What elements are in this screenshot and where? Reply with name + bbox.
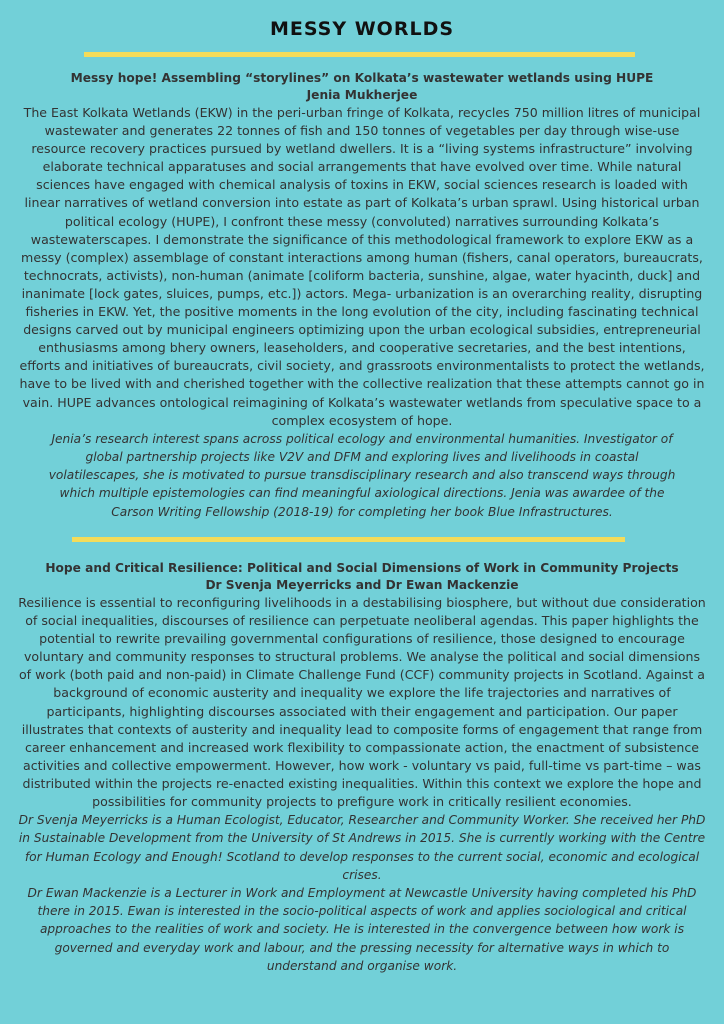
paper-2-author-bio-mackenzie: Dr Ewan Mackenzie is a Lecturer in Work and Employment at Newcastle University having completed his PhD there in 2015. Ewan is interested in the socio-political aspects of work and applies sociological and critical approaches to the realities of work and society. He is interested in the convergence between how work is governed and everyday work and labour, and the pressing necessity for alternative ways in which to understand and organise work. xyxy=(27,885,697,973)
paper-1-title: Messy hope! Assembling “storylines” on Kolkata’s wastewater wetlands using HUPE xyxy=(70,71,654,85)
paper-2-authors: Dr Svenja Meyerricks and Dr Ewan Mackenzie xyxy=(205,578,519,592)
paper-1-author: Jenia Mukherjee xyxy=(306,88,418,102)
top-divider xyxy=(84,52,635,57)
middle-divider xyxy=(72,537,625,542)
paper-1-author-bio: Jenia’s research interest spans across political ecology and environmental humanities. Investigator of global partnership projects like V2V and DFM and exploring lives and livelihoods in coastal volatilescapes, she is motivated to pursue transdisciplinary research and also transcend ways through which multiple epistemologies can find meaningful axiological directions. Jenia was awardee of the Carson Writing Fellowship (2018-19) for completing her book Blue Infrastructures. xyxy=(48,431,676,519)
paper-1-abstract: The East Kolkata Wetlands (EKW) in the peri-urban fringe of Kolkata, recycles 750 million litres of municipal wastewater and generates 22 tonnes of fish and 150 tonnes of vegetables per day through wise-use resource recovery practices pursued by wetland dwellers. It is a “living systems infrastructure” involving elaborate technical apparatuses and social arrangements that have evolved over time. While natural sciences have engaged with chemical analysis of toxins in EKW, social sciences research is loaded with linear narratives of wetland conversion into estate as part of Kolkata’s urban sprawl. Using historical urban political ecology (HUPE), I confront these messy (convoluted) narratives surrounding Kolkata’s wastewaterscapes. I demonstrate the significance of this methodological framework to explore EKW as a messy (complex) assemblage of constant interactions among human (fishers, canal operators, bureaucrats, technocrats, activists), non-human (animate [coliform bacteria, sunshine, algae, water hyacinth, duck] and inanimate [lock gates, sluices, pumps, etc.]) actors. Mega- urbanization is an overarching reality, disrupting fisheries in EKW. Yet, the positive moments in the long evolution of the city, including fascinating technical designs carved out by municipal engineers optimizing upon the urban ecological subsidies, entrepreneurial enthusiasms among bhery owners, leaseholders, and cooperative secretaries, and the best intentions, efforts and initiatives of bureaucrats, civil society, and grassroots environmentalists to protect the wetlands, have to be lived with and cherished together with the collective realization that these attempts cannot go in vain. HUPE advances ontological reimagining of Kolkata’s wastewater wetlands from speculative space to a complex ecosystem of hope. xyxy=(19,105,705,428)
paper-2-author-bio-meyerricks: Dr Svenja Meyerricks is a Human Ecologist, Educator, Researcher and Community Worker. She received her PhD in Sustainable Development from the University of St Andrews in 2015. She is currently working with the Centre for Human Ecology and Enough! Scotland to develop responses to the current social, economic and ecological crises. xyxy=(18,813,706,882)
paper-1-section xyxy=(18,70,706,521)
page-title: MESSY WORLDS xyxy=(269,18,455,40)
paper-2-abstract: Resilience is essential to reconfiguring livelihoods in a destabilising biosphere, but without due consideration of social inequalities, discourses of resilience can perpetuate neoliberal agendas. This paper highlights the potential to rewrite prevailing governmental configurations of resilience, those designed to encourage voluntary and community responses to structural problems. We analyse the political and social dimensions of work (both paid and non-paid) in Climate Challenge Fund (CCF) community projects in Scotland. Against a background of economic austerity and inequality we explore the life trajectories and narratives of participants, highlighting discourses associated with their engagement and participation. Our paper illustrates that contexts of austerity and inequality lead to composite forms of engagement that range from career enhancement and increased work flexibility to compassionate action, the enactment of subsistence activities and collective empowerment. However, how work - voluntary vs paid, full-time vs part-time – was distributed within the projects re-enacted existing inequalities. Within this context we explore the hope and possibilities for community projects to prefigure work in critically resilient economies. xyxy=(18,595,706,810)
paper-2-section xyxy=(18,560,706,975)
paper-2-title: Hope and Critical Resilience: Political and Social Dimensions of Work in Community Projects xyxy=(45,561,679,575)
